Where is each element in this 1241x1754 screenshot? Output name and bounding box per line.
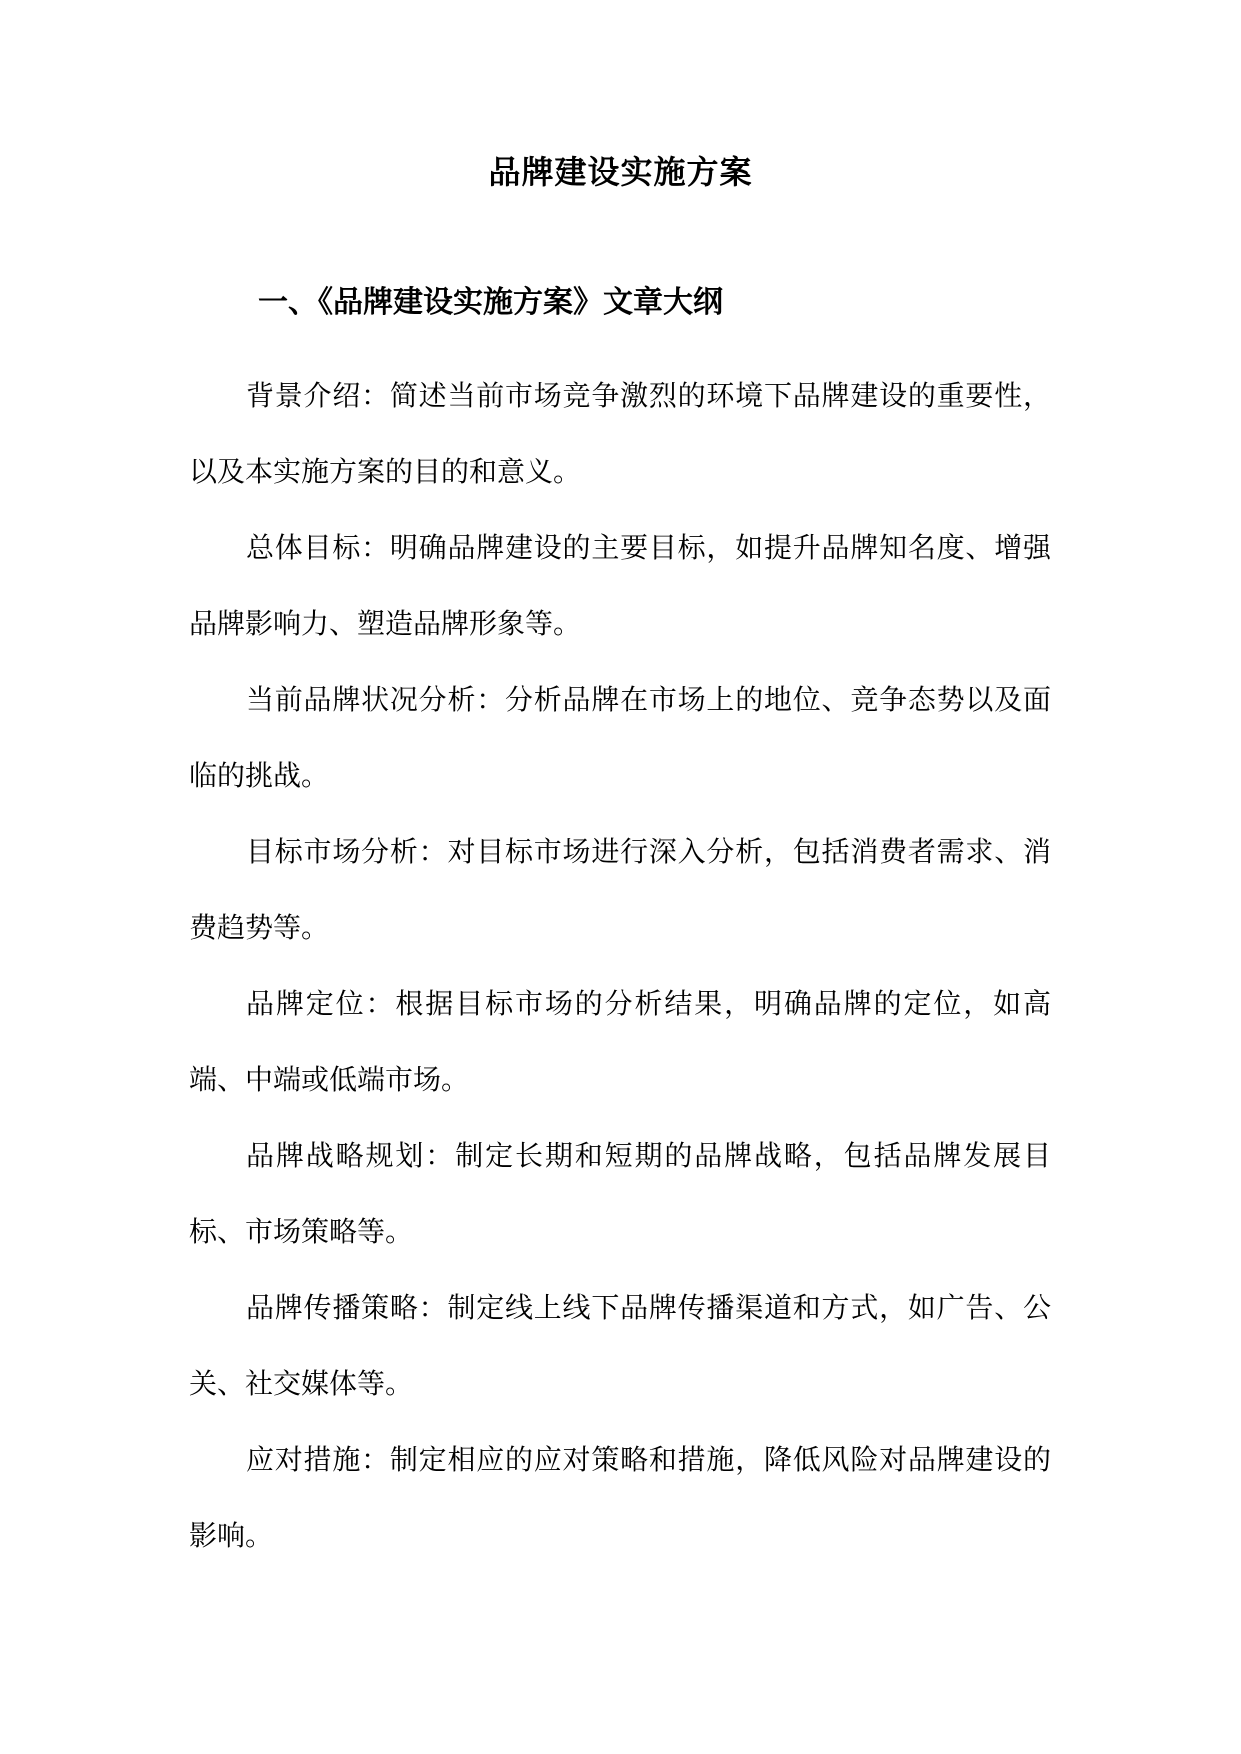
- paragraph-overall-goal: 总体目标：明确品牌建设的主要目标，如提升品牌知名度、增强品牌影响力、塑造品牌形象等。: [189, 531, 1051, 640]
- body-text: [189, 358, 1051, 1574]
- paragraph-target-market: 目标市场分析：对目标市场进行深入分析，包括消费者需求、消费趋势等。: [189, 835, 1051, 944]
- paragraph-brand-positioning: 品牌定位：根据目标市场的分析结果，明确品牌的定位，如高端、中端或低端市场。: [189, 987, 1051, 1096]
- section-heading: 一、《品牌建设实施方案》文章大纲: [258, 285, 723, 320]
- paragraph-countermeasures: 应对措施：制定相应的应对策略和措施，降低风险对品牌建设的影响。: [189, 1443, 1051, 1552]
- paragraph-brand-strategy: 品牌战略规划：制定长期和短期的品牌战略，包括品牌发展目标、市场策略等。: [189, 1139, 1051, 1248]
- document-title: 品牌建设实施方案: [488, 153, 753, 191]
- paragraph-communication-strategy: 品牌传播策略：制定线上线下品牌传播渠道和方式，如广告、公关、社交媒体等。: [189, 1291, 1051, 1400]
- paragraph-brand-status: 当前品牌状况分析：分析品牌在市场上的地位、竞争态势以及面临的挑战。: [189, 683, 1051, 792]
- paragraph-background: 背景介绍：简述当前市场竞争激烈的环境下品牌建设的重要性，以及本实施方案的目的和意义。: [189, 379, 1051, 488]
